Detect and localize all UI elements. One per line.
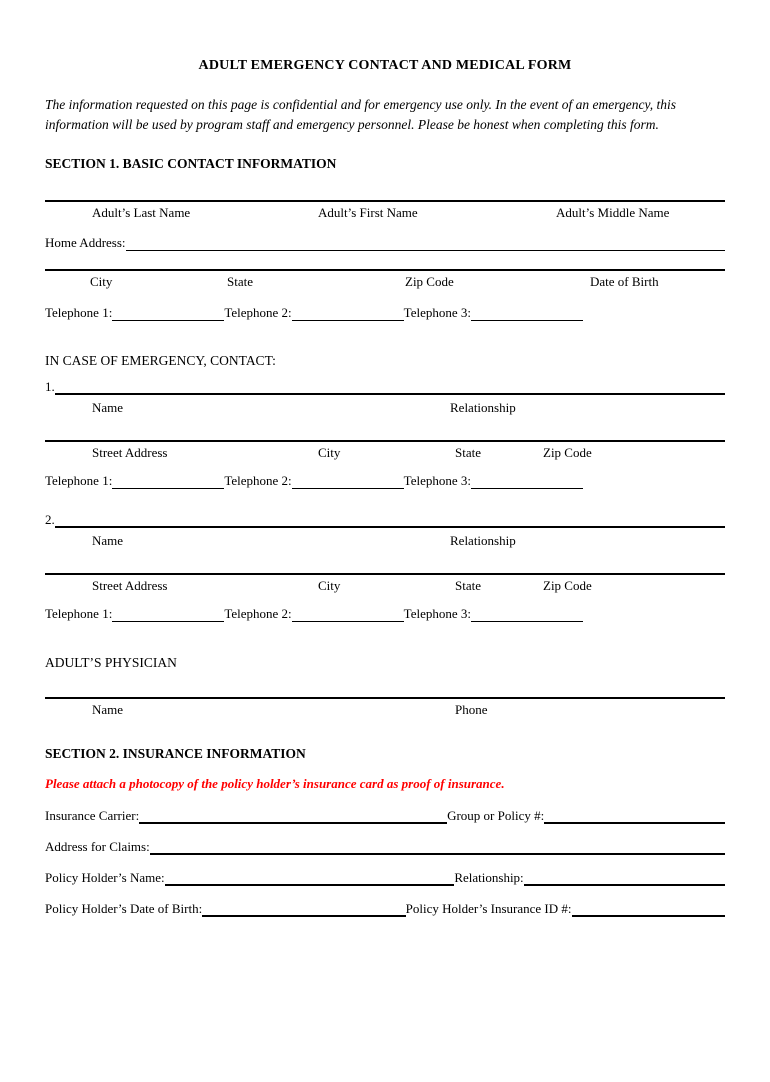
label-zip-code: Zip Code (405, 273, 454, 289)
field-contact1-telephone-3[interactable] (471, 475, 583, 489)
physician-labels (45, 702, 725, 717)
field-contact1-telephone-2[interactable] (292, 475, 404, 489)
home-address-row (45, 234, 725, 251)
field-home-address[interactable] (126, 236, 725, 251)
label-adults-last-name: Adult’s Last Name (92, 204, 191, 220)
physician-heading: ADULT’S PHYSICIAN (45, 654, 177, 670)
label-state: State (455, 577, 481, 593)
label-group-or-policy: Group or Policy #: (447, 807, 545, 823)
field-adult-telephone-1[interactable] (112, 307, 224, 321)
label-city: City (90, 273, 113, 289)
label-policy-holder-name: Policy Holder’s Name: (45, 869, 165, 885)
emergency-contact-1 (45, 378, 725, 489)
label-name: Name (92, 701, 124, 717)
field-adult-name-line[interactable] (45, 200, 725, 202)
field-contact1-address-line[interactable] (45, 440, 725, 442)
field-policy-holder-relationship[interactable] (524, 869, 725, 886)
adult-phone-row (45, 304, 725, 321)
label-telephone-2: Telephone 2: (224, 605, 292, 621)
label-home-address: Home Address: (45, 234, 126, 250)
field-policy-holder-dob[interactable] (202, 900, 405, 917)
label-name: Name (92, 399, 124, 415)
label-policy-holder-insurance-id: Policy Holder’s Insurance ID #: (405, 900, 572, 916)
emergency-contact-heading: IN CASE OF EMERGENCY, CONTACT: (45, 352, 276, 368)
field-group-or-policy[interactable] (544, 807, 725, 824)
label-phone: Phone (455, 701, 488, 717)
policy-holder-name-row (45, 868, 725, 886)
field-physician-line[interactable] (45, 697, 725, 699)
field-contact2-telephone-2[interactable] (292, 608, 404, 622)
label-address-for-claims: Address for Claims: (45, 838, 150, 854)
page-title: ADULT EMERGENCY CONTACT AND MEDICAL FORM (198, 58, 572, 73)
field-address-for-claims[interactable] (150, 838, 725, 855)
field-adult-telephone-2[interactable] (292, 307, 404, 321)
contact1-name-row (45, 378, 725, 395)
label-insurance-carrier: Insurance Carrier: (45, 807, 140, 823)
label-telephone-1: Telephone 1: (45, 304, 113, 320)
label-telephone-2: Telephone 2: (224, 472, 292, 488)
contact1-phone-row (45, 472, 725, 489)
contact2-phone-row (45, 605, 725, 622)
field-city-state-zip-dob-line[interactable] (45, 269, 725, 271)
label-city: City (318, 577, 341, 593)
label-street-address: Street Address (92, 444, 168, 460)
document-page (0, 58, 770, 917)
label-zip-code: Zip Code (543, 577, 592, 593)
contact2-number: 2. (45, 511, 55, 527)
field-contact1-name-relationship[interactable] (55, 379, 725, 395)
label-street-address: Street Address (92, 577, 168, 593)
label-telephone-2: Telephone 2: (224, 304, 292, 320)
confidentiality-notice: The information requested on this page is confidential and for emergency use only. In the event of an emergency, this information will be used by program staff and emergency personnel. Please be honest when completing this form. (45, 97, 676, 133)
field-contact2-address-line[interactable] (45, 573, 725, 575)
label-city: City (318, 444, 341, 460)
section2-heading: SECTION 2. INSURANCE INFORMATION (45, 745, 306, 761)
label-date-of-birth: Date of Birth (590, 273, 659, 289)
label-state: State (227, 273, 253, 289)
label-telephone-3: Telephone 3: (403, 605, 471, 621)
contact1-address-labels (45, 445, 725, 460)
label-adults-first-name: Adult’s First Name (318, 204, 418, 220)
label-state: State (455, 444, 481, 460)
label-telephone-3: Telephone 3: (403, 472, 471, 488)
field-insurance-carrier[interactable] (139, 807, 447, 824)
field-contact2-name-relationship[interactable] (55, 512, 725, 528)
adult-name-labels (45, 205, 725, 220)
label-telephone-3: Telephone 3: (403, 304, 471, 320)
field-policy-holder-name[interactable] (165, 869, 455, 886)
field-contact1-telephone-1[interactable] (112, 475, 224, 489)
label-zip-code: Zip Code (543, 444, 592, 460)
label-relationship: Relationship: (454, 869, 524, 885)
section1-heading: SECTION 1. BASIC CONTACT INFORMATION (45, 155, 337, 171)
contact1-name-labels (45, 400, 725, 415)
label-relationship: Relationship (450, 532, 516, 548)
label-telephone-1: Telephone 1: (45, 472, 113, 488)
contact2-name-row (45, 511, 725, 528)
contact2-name-labels (45, 533, 725, 548)
contact1-number: 1. (45, 378, 55, 394)
label-name: Name (92, 532, 124, 548)
insurance-card-notice: Please attach a photocopy of the policy holder’s insurance card as proof of insurance. (45, 775, 505, 791)
insurance-carrier-row (45, 806, 725, 824)
field-adult-telephone-3[interactable] (471, 307, 583, 321)
contact2-address-labels (45, 578, 725, 593)
address-for-claims-row (45, 837, 725, 855)
field-contact2-telephone-1[interactable] (112, 608, 224, 622)
field-contact2-telephone-3[interactable] (471, 608, 583, 622)
label-policy-holder-dob: Policy Holder’s Date of Birth: (45, 900, 203, 916)
address-labels (45, 274, 725, 289)
label-relationship: Relationship (450, 399, 516, 415)
policy-holder-dob-row (45, 899, 725, 917)
field-policy-holder-insurance-id[interactable] (572, 900, 726, 917)
label-telephone-1: Telephone 1: (45, 605, 113, 621)
label-adults-middle-name: Adult’s Middle Name (556, 204, 670, 220)
emergency-contact-2 (45, 511, 725, 622)
